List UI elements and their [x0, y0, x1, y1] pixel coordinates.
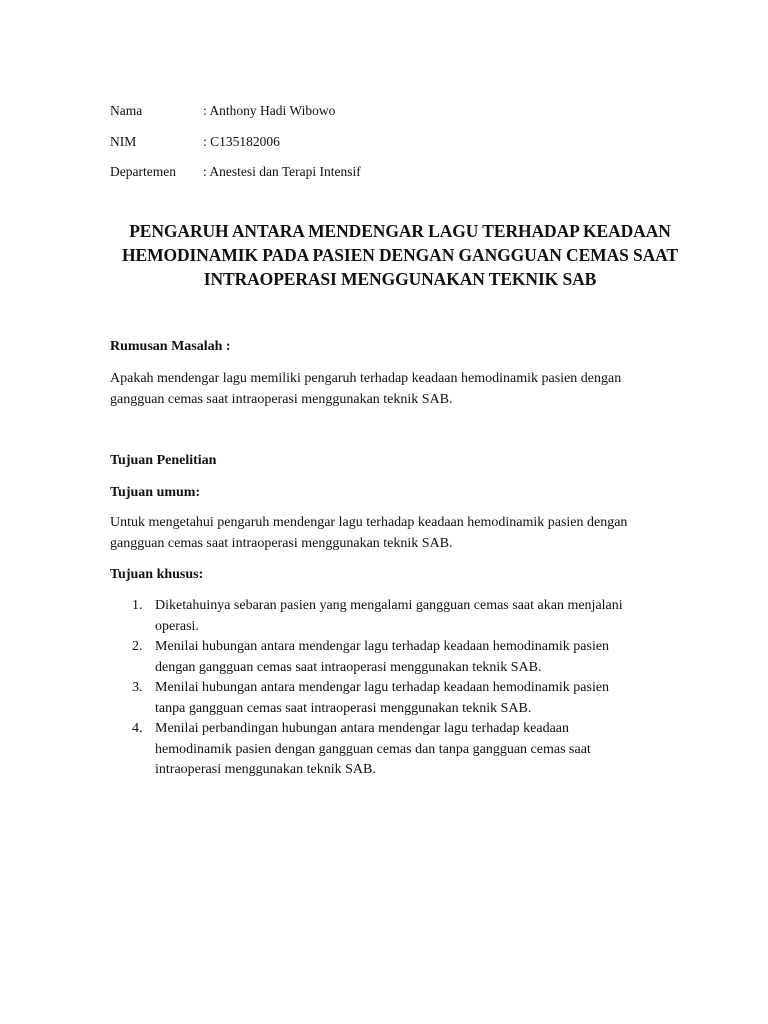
- list-item: [110, 596, 690, 637]
- list-number: 2.: [132, 639, 143, 654]
- nim-label: NIM: [110, 134, 137, 149]
- nama-label: Nama: [110, 103, 143, 118]
- rumusan-masalah-paragraph: [110, 368, 680, 410]
- paragraph-line: gangguan cemas saat intraoperasi menggunakan teknik SAB.: [110, 392, 453, 407]
- list-line: dengan gangguan cemas saat intraoperasi menggunakan teknik SAB.: [155, 659, 542, 675]
- list-item: [110, 678, 690, 719]
- nama-value: : Anthony Hadi Wibowo: [203, 103, 336, 118]
- rumusan-masalah-heading: Rumusan Masalah :: [110, 339, 231, 354]
- list-line: operasi.: [155, 618, 199, 634]
- paragraph-line: Apakah mendengar lagu memiliki pengaruh terhadap keadaan hemodinamik pasien dengan: [110, 371, 622, 386]
- title-line: PENGARUH ANTARA MENDENGAR LAGU TERHADAP KEADAAN: [129, 221, 671, 241]
- title-line: INTRAOPERASI MENGGUNAKAN TEKNIK SAB: [203, 269, 597, 289]
- tujuan-khusus-list: [110, 596, 690, 781]
- paragraph-line: gangguan cemas saat intraoperasi menggunakan teknik SAB.: [110, 536, 453, 551]
- tujuan-penelitian-heading: Tujuan Penelitian: [110, 453, 217, 468]
- paragraph-line: Untuk mengetahui pengaruh mendengar lagu terhadap keadaan hemodinamik pasien dengan: [110, 515, 628, 530]
- nim-value: : C135182006: [203, 134, 280, 149]
- list-item: [110, 719, 690, 781]
- list-number: 1.: [132, 598, 143, 613]
- list-line: hemodinamik pasien dengan gangguan cemas dan tanpa gangguan cemas saat: [155, 741, 591, 757]
- tujuan-umum-heading: Tujuan umum:: [110, 485, 201, 500]
- list-line: Menilai hubungan antara mendengar lagu terhadap keadaan hemodinamik pasien: [155, 639, 610, 654]
- list-line: tanpa gangguan cemas saat intraoperasi menggunakan teknik SAB.: [155, 700, 532, 716]
- departemen-label: Departemen: [110, 164, 176, 179]
- list-number: 4.: [132, 721, 143, 736]
- list-line: intraoperasi menggunakan teknik SAB.: [155, 762, 376, 777]
- list-line: Menilai perbandingan hubungan antara mendengar lagu terhadap keadaan: [155, 721, 569, 736]
- list-line: Diketahuinya sebaran pasien yang mengalami gangguan cemas saat akan menjalani: [155, 598, 623, 613]
- document-title: [100, 219, 700, 291]
- list-number: 3.: [132, 680, 143, 695]
- list-item: [110, 637, 690, 678]
- list-line: Menilai hubungan antara mendengar lagu terhadap keadaan hemodinamik pasien: [155, 680, 610, 695]
- departemen-value: : Anestesi dan Terapi Intensif: [203, 164, 361, 179]
- title-line: HEMODINAMIK PADA PASIEN DENGAN GANGGUAN CEMAS SAAT: [122, 245, 678, 265]
- tujuan-khusus-heading: Tujuan khusus:: [110, 567, 204, 582]
- tujuan-umum-paragraph: [110, 512, 680, 554]
